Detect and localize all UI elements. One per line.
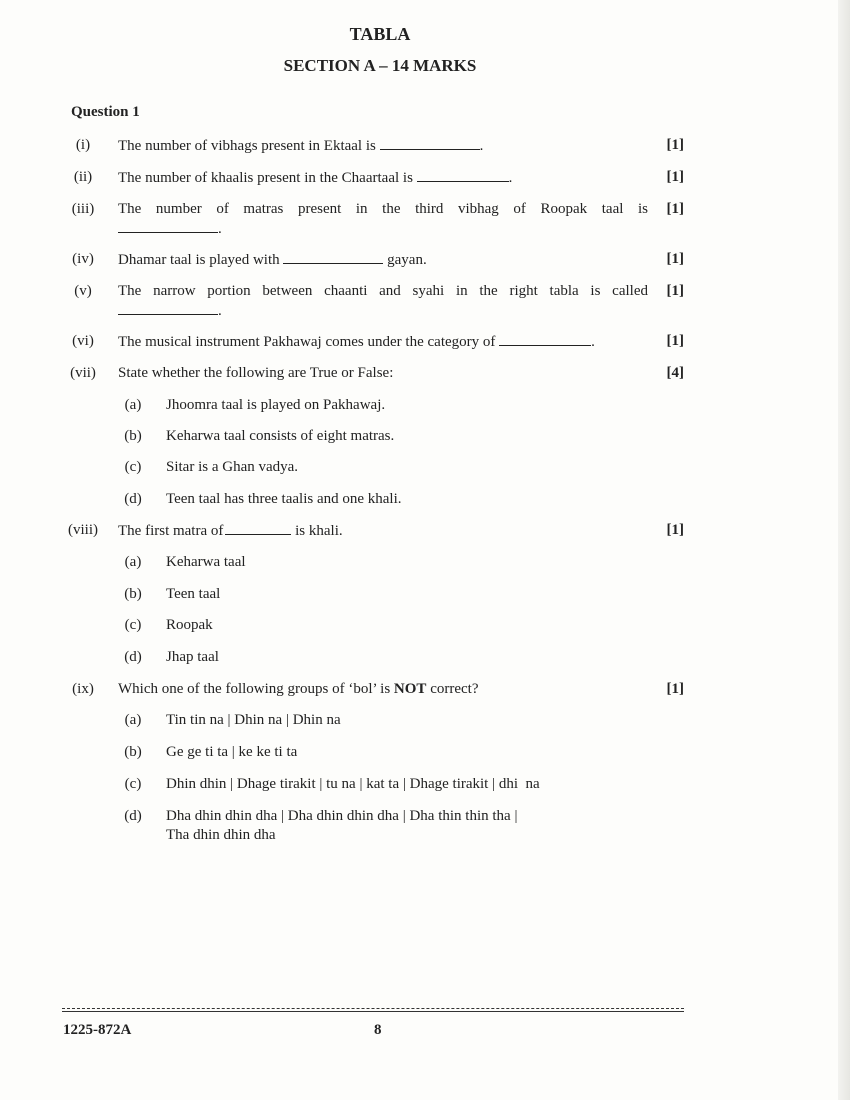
fill-blank [118, 300, 218, 315]
item-text-post: . [218, 303, 222, 319]
option-letter: (a) [124, 554, 142, 570]
item-number: (ix) [72, 681, 94, 697]
item-text-post: . [508, 170, 513, 186]
item-text-pre: The first matra of [118, 523, 224, 539]
option-text: Keharwa taal [166, 554, 246, 570]
paper-code: 1225-872A [63, 1022, 132, 1038]
question-heading: Question 1 [71, 104, 140, 120]
marks-label: [1] [666, 522, 684, 538]
option-text: Jhap taal [166, 649, 219, 665]
item-text-post: is khali. [295, 523, 343, 539]
item-number: (vii) [70, 365, 96, 381]
option-text: Tha dhin dhin dha [166, 827, 276, 843]
fill-blank [225, 520, 291, 535]
item-text-pre: The number of matras present in the third vibhag of Roopak taal is [118, 201, 648, 217]
option-text: Tin tin na | Dhin na | Dhin na [166, 712, 341, 728]
item-text-emphasis: NOT [393, 681, 427, 697]
footer-rule [62, 1011, 684, 1012]
option-letter: (d) [124, 491, 142, 507]
marks-label: [4] [666, 365, 684, 381]
marks-label: [1] [666, 333, 684, 349]
item-text [118, 135, 648, 156]
item-text-post: . [218, 221, 222, 237]
option-text: Teen taal [166, 586, 221, 602]
item-text-pre: The number of khaalis present in the Chaartaal is [118, 170, 413, 186]
marks-label: [1] [666, 137, 684, 153]
fill-blank [283, 249, 383, 264]
option-text: Keharwa taal consists of eight matras. [166, 428, 395, 444]
subject-title: TABLA [349, 24, 411, 44]
item-text [118, 218, 648, 239]
item-text-post: gayan. [387, 252, 427, 268]
item-text [118, 679, 648, 699]
item-text-post: correct? [430, 681, 479, 697]
item-text [118, 167, 648, 188]
option-text: Sitar is a Ghan vadya. [166, 459, 299, 475]
item-number: (viii) [68, 522, 98, 538]
option-letter: (d) [124, 808, 142, 824]
item-text [118, 331, 648, 352]
marks-label: [1] [666, 201, 684, 217]
item-text-pre: Dhamar taal is played with [118, 252, 280, 268]
item-text-post: . [479, 138, 484, 154]
item-number: (vi) [72, 333, 94, 349]
option-letter: (a) [124, 712, 142, 728]
fill-blank [417, 167, 509, 182]
item-text [118, 300, 648, 321]
marks-label: [1] [666, 283, 684, 299]
fill-blank [118, 218, 218, 233]
option-letter: (b) [124, 744, 142, 760]
item-text [118, 520, 648, 541]
item-text-pre: The narrow portion between chaanti and syahi in the right tabla is called [118, 283, 648, 299]
item-number: (ii) [73, 169, 93, 185]
page-number: 8 [374, 1022, 382, 1038]
footer-rule [62, 1008, 684, 1009]
option-text: Dhin dhin | Dhage tirakit | tu na | kat ta | Dhage tirakit | dhi na [166, 776, 540, 792]
item-text-post: . [591, 334, 595, 350]
item-text-pre: The number of vibhags present in Ektaal is [118, 138, 376, 154]
fill-blank [499, 331, 591, 346]
marks-label: [1] [666, 251, 684, 267]
option-letter: (c) [124, 459, 142, 475]
item-text: State whether the following are True or False: [118, 365, 394, 381]
item-number: (i) [75, 137, 91, 153]
item-text-pre: The musical instrument Pakhawaj comes under the category of [118, 334, 496, 350]
option-letter: (d) [124, 649, 142, 665]
option-letter: (b) [124, 586, 142, 602]
item-text-pre: Which one of the following groups of ‘bol’ is [118, 681, 391, 697]
option-text: Ge ge ti ta | ke ke ti ta [166, 744, 298, 760]
fill-blank [380, 135, 480, 150]
option-text: Roopak [166, 617, 213, 633]
option-text: Dha dhin dhin dha | Dha dhin dhin dha | Dha thin thin tha | [166, 808, 518, 824]
option-letter: (c) [124, 617, 142, 633]
option-text: Teen taal has three taalis and one khali. [166, 491, 402, 507]
section-title: SECTION A – 14 MARKS [283, 56, 477, 75]
item-number: (iii) [71, 201, 95, 217]
item-text [118, 249, 648, 270]
option-letter: (b) [124, 428, 142, 444]
scan-edge [838, 0, 850, 1100]
marks-label: [1] [666, 169, 684, 185]
item-number: (iv) [72, 251, 94, 267]
item-number: (v) [74, 283, 92, 299]
option-letter: (c) [124, 776, 142, 792]
marks-label: [1] [666, 681, 684, 697]
option-text: Jhoomra taal is played on Pakhawaj. [166, 397, 386, 413]
option-letter: (a) [124, 397, 142, 413]
